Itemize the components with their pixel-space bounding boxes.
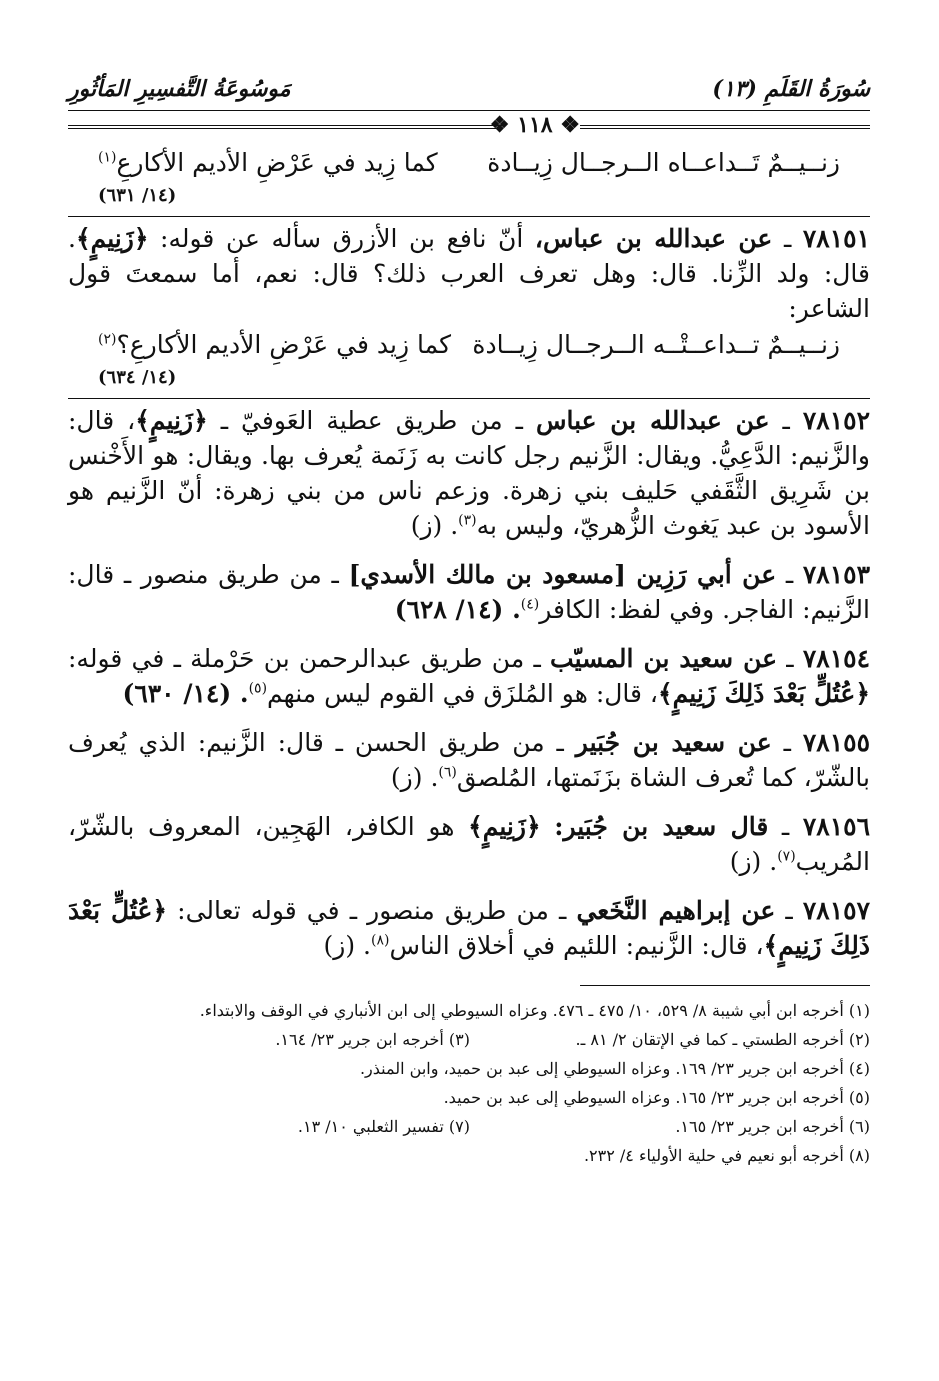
narration-entry: ٧٨١٥٦ ـ قال سعيد بن جُبَير: ﴿زَنِيمٍ﴾ هو الكافر، الهَجِين، المعروف بالشّرّ، المُريب$^{(٧)}$. (ز) <box>68 812 871 876</box>
entry-text: ـ من طريق منصور ـ في قوله تعالى: <box>167 896 577 925</box>
entry-source: . (ز) <box>390 763 439 792</box>
footnote: (٨) أخرجه أبو نعيم في حلية الأولياء ٤/ ٢٣٢. <box>583 1146 870 1165</box>
narration-entry: ٧٨١٥١ ـ عن عبدالله بن عباس، أنّ نافع بن الأزرق سأله عن قوله: ﴿زَنِيمٍ﴾. قال: ولد الزِّنا. قال: وهل تعرف العرب ذلك؟ قال: نعم، أما سمعتَ قول الشاعر: <box>68 216 870 326</box>
footnote-marker: (٧) <box>777 848 796 865</box>
entry-narrator: عن عبدالله بن عباس، <box>534 224 773 253</box>
entry-number: ٧٨١٥٦ <box>802 812 871 841</box>
footnote-marker: (٤) <box>520 596 540 613</box>
footnote-row <box>68 1025 870 1054</box>
quran-quote: ﴿عُتُلٍّ بَعْدَ ذَلِكَ زَنِيمٍ﴾ <box>658 679 870 708</box>
entry-narrator: عن سعيد بن المسيّب <box>550 644 778 673</box>
entry-number: ٧٨١٥٤ <box>802 644 871 673</box>
entry-source: . (ز) <box>323 931 371 960</box>
document-page <box>68 70 870 1170</box>
verse-hemistich <box>98 326 451 364</box>
entry-text: ـ من طريق الحسن ـ قال: الزَّنيم: الذي يُعرف بالشّرّ، كما تُعرف الشاة بزَنَمتها، المُلصق <box>68 728 870 792</box>
footnote: (٧) تفسير الثعلبي ١٠/ ١٣. <box>297 1117 470 1136</box>
entry-text: أنّ نافع بن الأزرق سأله عن قوله: <box>148 224 535 253</box>
entry-source: . (ز) <box>410 511 459 540</box>
volume-reference <box>68 182 870 210</box>
footnote: (٢) أخرجه الطستي ـ كما في الإتقان ٢/ ٨١ ـ. <box>575 1030 870 1049</box>
entry-text: ـ من طريق عبدالرحمن بن حَرْملة ـ في قوله: <box>68 644 551 673</box>
entry-number: ٧٨١٥٥ <box>802 728 871 757</box>
entry-source: . (١٤/ ٦٢٨) <box>394 595 521 624</box>
quran-quote: ﴿زَنِيمٍ﴾ <box>135 406 208 435</box>
footnote: (٦) أخرجه ابن جرير ٢٣/ ١٦٥. <box>675 1117 870 1136</box>
page-number-rule-left <box>68 125 503 129</box>
book-title: مَوسُوعَةُ التَّفسِيرِ المَأثُورِ <box>68 76 291 102</box>
entry-text <box>541 812 555 841</box>
quran-quote: ﴿عُتُلٍّ بَعْدَ ذَلِكَ زَنِيمٍ﴾ <box>68 896 870 960</box>
entry-text: ـ من طريق عطية العَوفيّ ـ <box>207 406 536 435</box>
header-rule <box>68 110 870 111</box>
footnote: (١) أخرجه ابن أبي شيبة ٨/ ٥٢٩، ١٠/ ٤٧٥ ـ ٤٧٦. وعزاه السيوطي إلى ابن الأنباري في الوقف والابتداء. <box>199 1001 870 1020</box>
footnote: (٥) أخرجه ابن جرير ٢٣/ ١٦٥. وعزاه السيوطي إلى عبد بن حميد. <box>443 1088 870 1107</box>
hemistich-text: كما زِيد في عَرْضِ الأديم الأكارعِ؟ <box>116 330 451 359</box>
quran-quote: ﴿زَنِيمٍ﴾ <box>75 224 149 253</box>
footnote-marker: (١) <box>98 149 117 166</box>
poetry-verse <box>68 144 870 182</box>
quran-quote: ﴿زَنِيمٍ﴾ <box>468 812 541 841</box>
page-number-value: ١١٨ <box>517 112 553 138</box>
main-text <box>68 144 870 963</box>
volume-reference <box>68 364 870 392</box>
verse-hemistich <box>98 144 438 182</box>
reference-text: (١٤/ ٦٣٤) <box>98 367 177 388</box>
entry-number: ٧٨١٥١ <box>802 224 870 253</box>
entry-text: ، قال: الزَّنيم: اللئيم في أخلاق الناس <box>389 931 764 960</box>
entry-narrator: عن إبراهيم النَّخَعي <box>576 896 776 925</box>
entry-number: ٧٨١٥٣ <box>802 560 871 589</box>
entry-source: . (١٤/ ٦٣٠) <box>122 679 249 708</box>
narration-entry: ٧٨١٥٧ ـ عن إبراهيم النَّخَعي ـ من طريق منصور ـ في قوله تعالى: ﴿عُتُلٍّ بَعْدَ ذَلِكَ زَنِيمٍ﴾، قال: الزَّنيم: اللئيم في أخلاق الناس$^{(٨)}$. (ز) <box>68 896 870 960</box>
footnote: (٣) أخرجه ابن جرير ٢٣/ ١٦٤. <box>275 1030 470 1049</box>
footnote: (٤) أخرجه ابن جرير ٢٣/ ١٦٩. وعزاه السيوطي إلى عبد بن حميد، وابن المنذر. <box>359 1059 870 1078</box>
footnote-marker: (٣) <box>458 512 477 529</box>
reference-text: (١٤/ ٦٣١) <box>98 185 177 206</box>
hemistich-text: كما زِيد في عَرْضِ الأديم الأكارعِ <box>116 148 438 177</box>
narration-entry: ٧٨١٥٢ ـ عن عبدالله بن عباس ـ من طريق عطية العَوفيّ ـ ﴿زَنِيمٍ﴾، قال: والزَّنيم: الدَّعِيُّ. ويقال: الزَّنيم رجل كانت به زَنَمة يُعرف بها. ويقال: هو الأَخْنس بن شَرِيق الثَّقَفي حَليف بني زهرة. وزعم ناس من بني زهرة: أنّ الزَّنيم هو الأسود بن عبد يَغوث الزُّهريّ، وليس به$^{(٣)}$. (ز) <box>68 398 870 543</box>
entry-text: ـ من طريق منصور ـ قال: الزَّنيم: الفاجر. وفي لفظ: الكافر <box>68 560 870 624</box>
entry-text: هو الكافر، الهَجِين، المعروف بالشّرّ، المُريب <box>68 812 870 876</box>
surah-title: سُورَةُ القَلَمِ (١٣) <box>712 76 870 102</box>
entry-source: . (ز) <box>729 847 778 876</box>
entry-narrator: عن سعيد بن جُبَير <box>575 728 772 757</box>
footnote-rule <box>580 985 870 986</box>
page-number-rule-right <box>580 125 870 129</box>
page-number: ❖ ١١٨ ❖ <box>489 112 580 138</box>
entry-text: . قال: ولد الزِّنا. قال: وهل تعرف العرب ذلك؟ قال: نعم، أما سمعتَ قول الشاعر: <box>68 224 870 323</box>
page-number-row <box>68 112 870 140</box>
verse-hemistich: زنــيــمٌ تَــداعــاه الــرجــال زِيــادة <box>487 148 840 177</box>
footnotes <box>68 996 870 1170</box>
footnote-marker: (٥) <box>248 680 268 697</box>
footnote-marker: (٨) <box>371 932 390 949</box>
entry-text: ، قال: هو المُلزَق في القوم ليس منهم <box>267 679 659 708</box>
narration-entry: ٧٨١٥٥ ـ عن سعيد بن جُبَير ـ من طريق الحسن ـ قال: الزَّنيم: الذي يُعرف بالشّرّ، كما تُعرف الشاة بزَنَمتها، المُلصق$^{(٦)}$. (ز) <box>68 728 871 792</box>
entry-number: ٧٨١٥٧ <box>802 896 870 925</box>
entry-narrator: عن عبدالله بن عباس <box>535 406 770 435</box>
footnote-marker: (٦) <box>438 764 457 781</box>
footnote-row <box>68 1112 870 1141</box>
footnote-marker: (٢) <box>98 331 117 348</box>
entry-narrator: قال سعيد بن جُبَير: <box>554 812 769 841</box>
entry-narrator: عن أبي رَزِين [مسعود بن مالك الأسدي] <box>348 560 777 589</box>
entry-text: ، قال: والزَّنيم: الدَّعِيُّ. ويقال: الزَّنيم رجل كانت به زَنَمة يُعرف بها. ويقال: هو الأَخْنس بن شَرِيق الثَّقَفي حَليف بني زهرة. وزعم ناس من بني زهرة: أنّ الزَّنيم هو الأسود بن عبد يَغوث الزُّهريّ، وليس به <box>68 406 870 540</box>
verse-hemistich: زنــيــمٌ تــداعــتْــه الــرجــال زِيــادة <box>472 330 840 359</box>
poetry-verse <box>68 326 870 364</box>
narration-entry: ٧٨١٥٣ ـ عن أبي رَزِين [مسعود بن مالك الأسدي] ـ من طريق منصور ـ قال: الزَّنيم: الفاجر. وفي لفظ: الكافر$^{(٤)}$. (١٤/ ٦٢٨) <box>68 560 871 624</box>
entry-number: ٧٨١٥٢ <box>802 406 870 435</box>
narration-entry: ٧٨١٥٤ ـ عن سعيد بن المسيّب ـ من طريق عبدالرحمن بن حَرْملة ـ في قوله: ﴿عُتُلٍّ بَعْدَ ذَلِكَ زَنِيمٍ﴾، قال: هو المُلزَق في القوم ليس منهم$^{(٥)}$. (١٤/ ٦٣٠) <box>68 644 871 708</box>
